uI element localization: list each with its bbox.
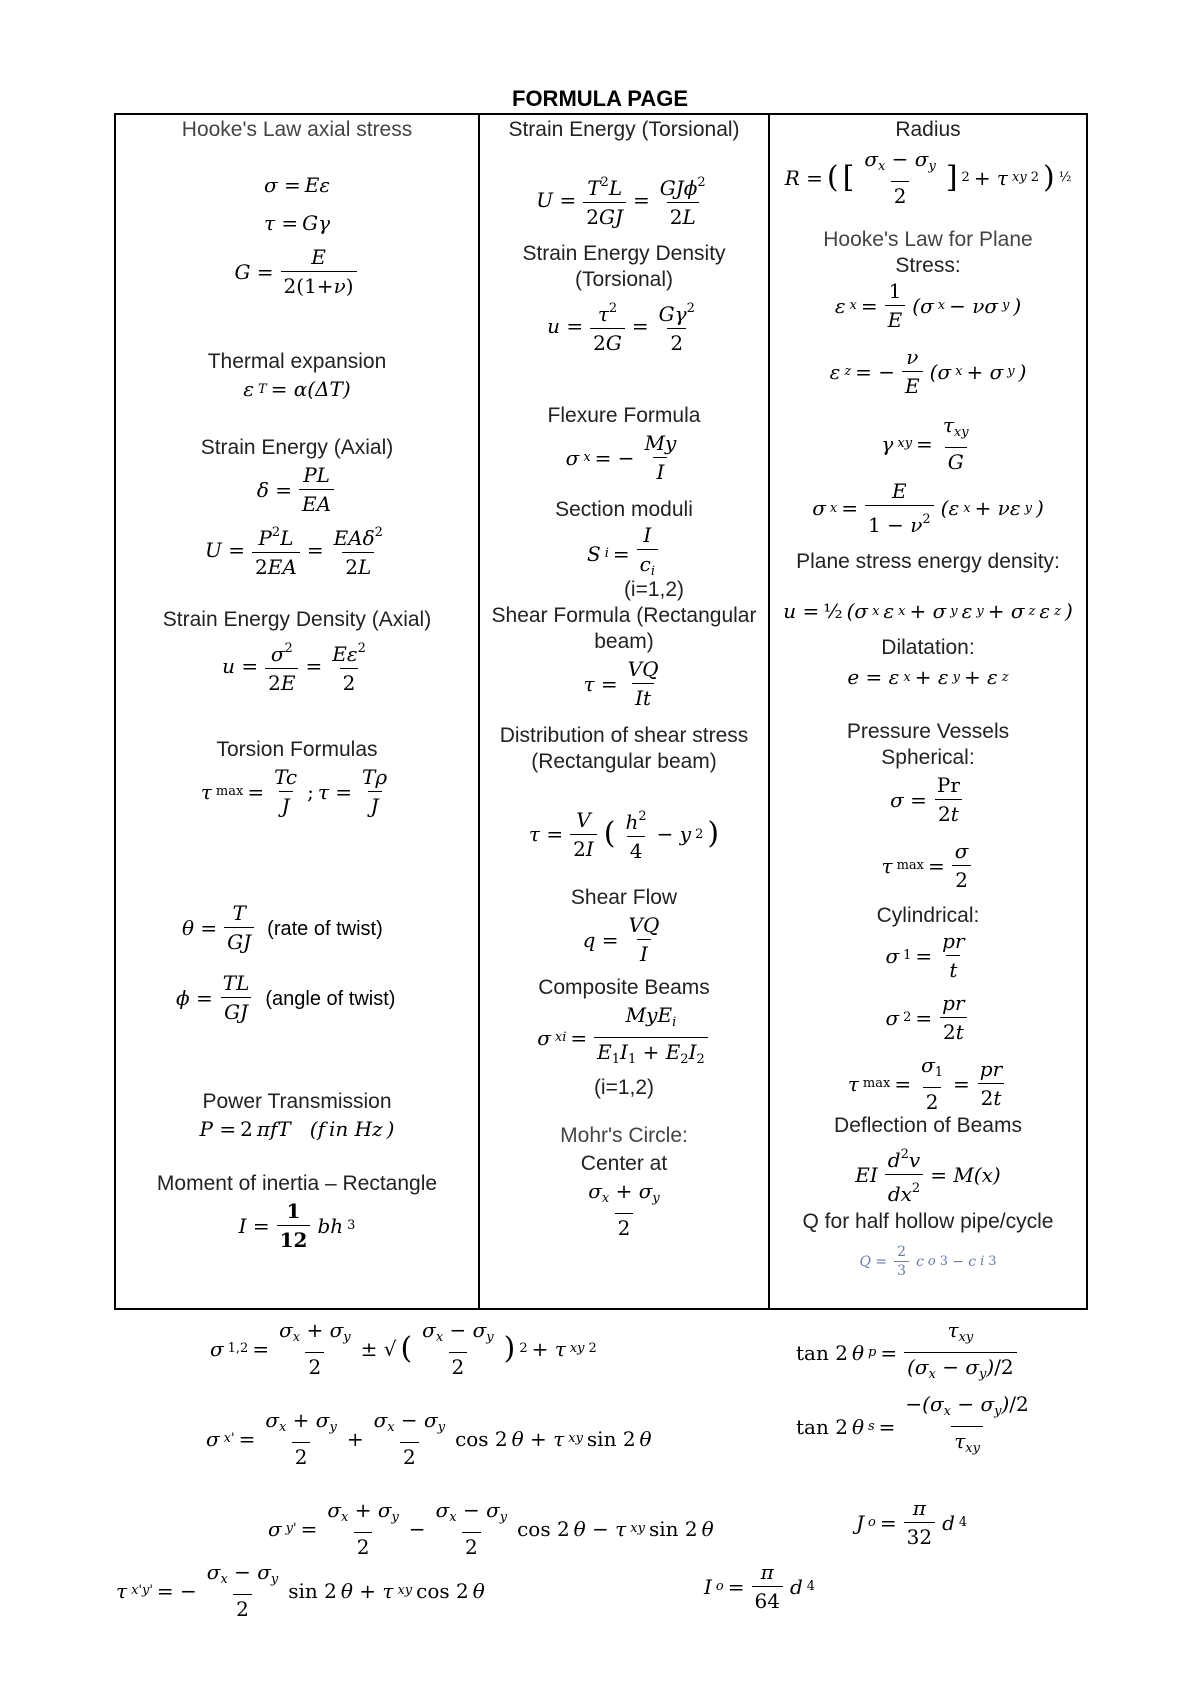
q-half-pipe-formula: Q = 2 3 c o 3 − c i 3 bbox=[859, 1244, 997, 1279]
moment-of-inertia-heading: Moment of inertia – Rectangle bbox=[156, 1172, 438, 1195]
shear-modulus-formula: G = E 2(1+ν) bbox=[116, 245, 478, 298]
section-moduli-formula: S i = I $c_i$ bbox=[480, 523, 768, 584]
shear-formula-heading: Shear Formula (Rectangular beam) bbox=[491, 604, 757, 653]
flexure-formula-heading: Flexure Formula bbox=[547, 404, 701, 427]
strain-energy-density-axial-formula: u = $\sigma^2$ 2E = $E\varepsilon^2$ 2 bbox=[222, 641, 366, 695]
strain-energy-density-torsional-heading: Strain Energy Density (Torsional) bbox=[522, 242, 726, 291]
thermal-expansion-heading: Thermal expansion bbox=[207, 350, 387, 373]
polar-moment-formula: J o = π 32 d 4 bbox=[856, 1496, 968, 1549]
section-moduli-heading: Section moduli bbox=[555, 498, 693, 521]
hooke-stress-formula: σ = Eε bbox=[263, 173, 331, 197]
plane-stress-energy-heading: Plane stress energy density: bbox=[796, 550, 1060, 573]
hoop-stress-formula: σ 1 = pr t bbox=[885, 929, 965, 982]
dilatation-heading: Dilatation: bbox=[881, 636, 975, 659]
radius-heading: Radius bbox=[895, 118, 961, 141]
strain-energy-density-torsional-formula: u = $\tau^2$ 2G = $G\gamma^2$ 2 bbox=[547, 301, 695, 355]
strain-energy-axial-heading: Strain Energy (Axial) bbox=[200, 436, 394, 459]
rate-of-twist-label: (rate of twist) bbox=[267, 917, 383, 940]
hooke-plane-strain-z-formula: ε z = − ν E (σ x + σ y ) bbox=[829, 345, 1027, 398]
shear-distribution-formula: τ = V 2I ( $h^2$ 4 − y 2 ) bbox=[528, 807, 720, 863]
axial-deformation-formula: δ = PL EA bbox=[116, 463, 478, 516]
thermal-strain-formula: ε T = α(ΔT) bbox=[243, 377, 351, 401]
plane-stress-energy-formula: u = ½ (σ x ε x + σ y ε y + σ z ε z ) bbox=[783, 599, 1073, 623]
shear-formula: τ = VQ It bbox=[583, 657, 659, 710]
composite-beams-heading: Composite Beams bbox=[538, 976, 710, 999]
power-transmission-heading: Power Transmission bbox=[202, 1090, 392, 1113]
principal-stresses-formula: σ 1,2 = $\sigma_x + \sigma_y$ 2 ± √ ( $\sigma_x - \sigma_y$ 2 ) 2 + τ xy 2 bbox=[210, 1318, 597, 1379]
torsion-stress-formula: τ max = Tc J ; τ = Tρ J bbox=[200, 765, 388, 818]
pressure-vessels-heading: Pressure Vessels bbox=[846, 720, 1010, 743]
hooke-plane-heading: Hooke's Law for Plane bbox=[823, 228, 1033, 251]
plane-stress-x-formula: σ x = E $1 - \nu^2$ (ε x + νε y ) bbox=[812, 479, 1044, 537]
shear-distribution-heading: Distribution of shear stress (Rectangular beam) bbox=[499, 724, 749, 773]
second-moment-circle-formula: I o = π 64 d 4 bbox=[704, 1560, 816, 1613]
angle-of-twist-formula: ϕ = TL GJ (angle of twist) bbox=[176, 971, 396, 1024]
hooke-axial-heading: Hooke's Law axial stress bbox=[181, 118, 413, 141]
shear-stress-formula: τ = Gγ bbox=[263, 211, 331, 235]
power-transmission-formula: P = 2 πfT (f in Hz ) bbox=[199, 1117, 395, 1141]
section-moduli-index-note: (i=1,2) bbox=[623, 578, 685, 601]
composite-index-note: (i=1,2) bbox=[593, 1076, 655, 1099]
spherical-stress-formula: σ = Pr 2t bbox=[890, 773, 960, 826]
spherical-heading: Spherical: bbox=[881, 746, 975, 769]
moment-of-inertia-formula: I = 1 12 bh 3 bbox=[238, 1199, 356, 1252]
max-shear-angle-formula: tan 2 θ s = $-(\sigma_x - \sigma_y)/2$ $\tau_{xy}$ bbox=[796, 1392, 1035, 1461]
deflection-formula: EI $d^2v$ $dx^2$ = M(x) bbox=[855, 1147, 1001, 1206]
composite-beams-formula: σ xi = MyE$_i$ $E_1I_1 + E_2I_2$ bbox=[480, 1003, 768, 1072]
angle-of-twist-label: (angle of twist) bbox=[265, 987, 396, 1010]
deflection-heading: Deflection of Beams bbox=[834, 1114, 1022, 1137]
cylindrical-heading: Cylindrical: bbox=[876, 904, 980, 927]
hooke-plane-stress-heading: Stress: bbox=[895, 254, 961, 277]
mohrs-radius-formula: R = ( [ $\sigma_x - \sigma_y$ 2 ] 2 + τ xy 2 ) ½ bbox=[784, 147, 1072, 208]
principal-angle-formula: tan 2 θ p = $\tau_{xy}$ $(\sigma_x - \sigma_y)/2$ bbox=[796, 1318, 1020, 1387]
rate-of-twist-formula: θ = T GJ (rate of twist) bbox=[182, 901, 383, 954]
dilatation-formula: e = ε x + ε y + ε z bbox=[847, 665, 1009, 689]
flexure-formula: σ x = − My I bbox=[565, 431, 677, 484]
transformed-normal-stress-x-formula: σ x' = $\sigma_x + \sigma_y$ 2 + $\sigma_x - \sigma_y$ 2 cos 2 θ + τ xy sin 2 θ bbox=[206, 1408, 652, 1469]
hooke-plane-strain-x-formula: ε x = 1 E (σ x − νσ y ) bbox=[834, 279, 1022, 332]
cylindrical-max-shear-formula: τ max = $\sigma_1$ 2 = pr 2t bbox=[770, 1053, 1086, 1114]
shear-flow-formula: q = VQ I bbox=[582, 913, 660, 966]
column-plane-stress bbox=[770, 113, 1086, 1310]
shear-strain-formula: γ xy = $\tau_{xy}$ G bbox=[881, 413, 969, 474]
strain-energy-torsional-formula: U = $T^2L$ 2GJ = GJϕ$^2$ 2L bbox=[536, 175, 706, 229]
strain-energy-density-axial-heading: Strain Energy Density (Axial) bbox=[162, 608, 432, 631]
transformed-normal-stress-y-formula: σ y' = $\sigma_x + \sigma_y$ 2 − $\sigma_x - \sigma_y$ 2 cos 2 θ − τ xy sin 2 θ bbox=[268, 1498, 714, 1559]
mohrs-center-formula: $\sigma_x + \sigma_y$ 2 bbox=[588, 1179, 660, 1240]
transformed-shear-stress-formula: τ x'y' = − $\sigma_x - \sigma_y$ 2 sin 2 θ + τ xy cos 2 θ bbox=[116, 1560, 485, 1621]
q-half-pipe-heading: Q for half hollow pipe/cycle bbox=[802, 1210, 1054, 1233]
spherical-max-shear-formula: τ max = σ 2 bbox=[770, 839, 1086, 892]
torsion-formulas-heading: Torsion Formulas bbox=[216, 738, 378, 761]
strain-energy-axial-formula: U = $P^2L$ 2EA = EAδ$^2$ 2L bbox=[205, 525, 383, 579]
column-torsion-bending bbox=[480, 113, 768, 1310]
column-axial-torsion bbox=[116, 113, 478, 1310]
mohrs-center-heading: Center at bbox=[580, 1152, 668, 1175]
longitudinal-stress-formula: σ 2 = pr 2t bbox=[770, 991, 1086, 1044]
shear-flow-heading: Shear Flow bbox=[570, 886, 678, 909]
mohrs-circle-heading: Mohr's Circle: bbox=[560, 1124, 688, 1147]
page-title: FORMULA PAGE bbox=[512, 86, 688, 111]
strain-energy-torsional-heading: Strain Energy (Torsional) bbox=[508, 118, 740, 141]
